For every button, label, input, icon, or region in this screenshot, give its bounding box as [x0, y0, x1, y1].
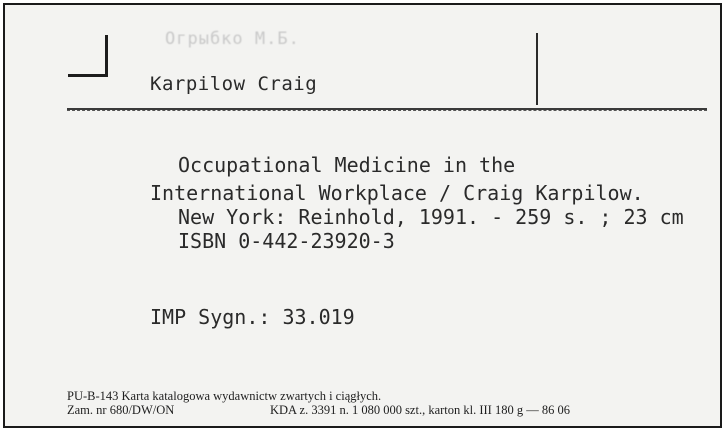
isbn-line: ISBN 0-442-23920-3: [178, 229, 395, 253]
call-number: IMP Sygn.: 33.019: [150, 305, 355, 329]
title-line-1: Occupational Medicine in the: [178, 153, 516, 177]
faded-stamp-text: Огрыбко М.Б.: [165, 29, 300, 49]
header-divider: [536, 33, 538, 105]
author-heading: Karpilow Craig: [150, 73, 318, 95]
catalog-card: [3, 3, 722, 428]
footer-print-info: KDA z. 3391 n. 1 080 000 szt., karton kl. III 180 g — 86 06: [270, 403, 570, 417]
corner-mark-horizontal: [68, 74, 108, 77]
footer-form-title: PU-B-143 Karta katalogowa wydawnictw zwartych i ciągłych.: [67, 389, 382, 403]
heading-rule: [67, 108, 707, 111]
imprint-line: New York: Reinhold, 1991. - 259 s. ; 23 cm: [178, 205, 684, 229]
corner-mark-vertical: [105, 35, 108, 77]
footer-order-number: Zam. nr 680/DW/ON: [67, 403, 175, 417]
title-line-2: International Workplace / Craig Karpilow.: [150, 181, 644, 205]
